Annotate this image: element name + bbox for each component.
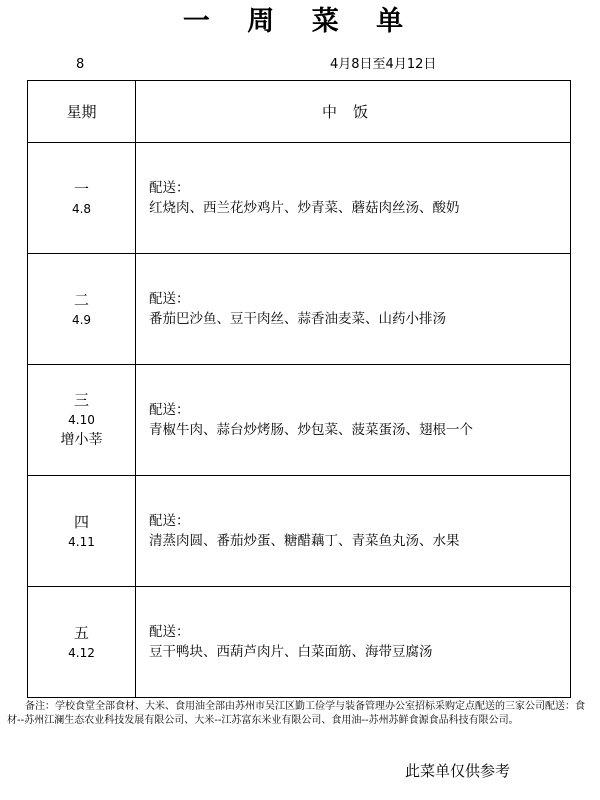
day-date: 4.9 xyxy=(71,313,92,327)
day-cell xyxy=(28,254,136,365)
day-cell xyxy=(28,476,136,587)
meal-cell xyxy=(136,587,571,698)
date-range: 4月8日至4月12日 xyxy=(330,57,437,72)
day-name: 一 xyxy=(73,180,89,198)
day-name: 二 xyxy=(73,291,89,309)
reference-note: 此菜单仅供参考 xyxy=(405,762,511,780)
meal-items: 豆干鸭块、西葫芦肉片、白菜面筋、海带豆腐汤 xyxy=(149,644,433,660)
table-row xyxy=(28,587,571,698)
day-name: 四 xyxy=(73,513,89,531)
meal-items: 清蒸肉圆、番茄炒蛋、糖醋藕丁、青菜鱼丸汤、水果 xyxy=(149,533,460,549)
header-day: 星期 xyxy=(28,81,136,143)
day-name: 五 xyxy=(73,624,89,642)
meal-label: 配送： xyxy=(149,291,190,307)
header-meal: 中饭 xyxy=(136,81,571,143)
day-cell xyxy=(28,143,136,254)
footnote: 备注：学校食堂全部食材、大米、食用油全部由苏州市吴江区勤工俭学与装备管理办公室招标采购定点配送的三家公司配送：食材--苏州江澜生态农业科技发展有限公司、大米--江苏富东米业有限公司、食用油--苏州苏鲜食源食品科技有限公司。 xyxy=(7,701,585,726)
week-number: 8 xyxy=(76,57,85,72)
meal-label: 配送： xyxy=(149,180,190,196)
day-cell xyxy=(28,365,136,476)
day-cell xyxy=(28,587,136,698)
meal-label: 配送： xyxy=(149,624,190,640)
table-row xyxy=(28,254,571,365)
meal-cell xyxy=(136,143,571,254)
meal-cell xyxy=(136,365,571,476)
meal-items: 红烧肉、西兰花炒鸡片、炒青菜、蘑菇肉丝汤、酸奶 xyxy=(149,200,460,216)
duty-teacher: 增小莘 xyxy=(60,432,103,448)
menu-table xyxy=(27,80,571,698)
day-date: 4.8 xyxy=(71,202,92,216)
meal-cell xyxy=(136,254,571,365)
page-title: 一 周 菜 单 xyxy=(182,6,418,37)
day-date: 4.12 xyxy=(68,646,95,660)
table-header-row xyxy=(28,81,571,143)
table-row xyxy=(28,476,571,587)
meal-label: 配送： xyxy=(149,513,190,529)
table-row xyxy=(28,365,571,476)
meal-label: 配送： xyxy=(149,402,190,418)
table-row xyxy=(28,143,571,254)
day-date: 4.10 xyxy=(68,413,95,427)
meal-items: 番茄巴沙鱼、豆干肉丝、蒜香油麦菜、山药小排汤 xyxy=(149,311,446,327)
meal-cell xyxy=(136,476,571,587)
day-name: 三 xyxy=(73,391,89,409)
meal-items: 青椒牛肉、蒜台炒烤肠、炒包菜、菠菜蛋汤、翅根一个 xyxy=(149,422,473,438)
day-date: 4.11 xyxy=(68,535,95,549)
